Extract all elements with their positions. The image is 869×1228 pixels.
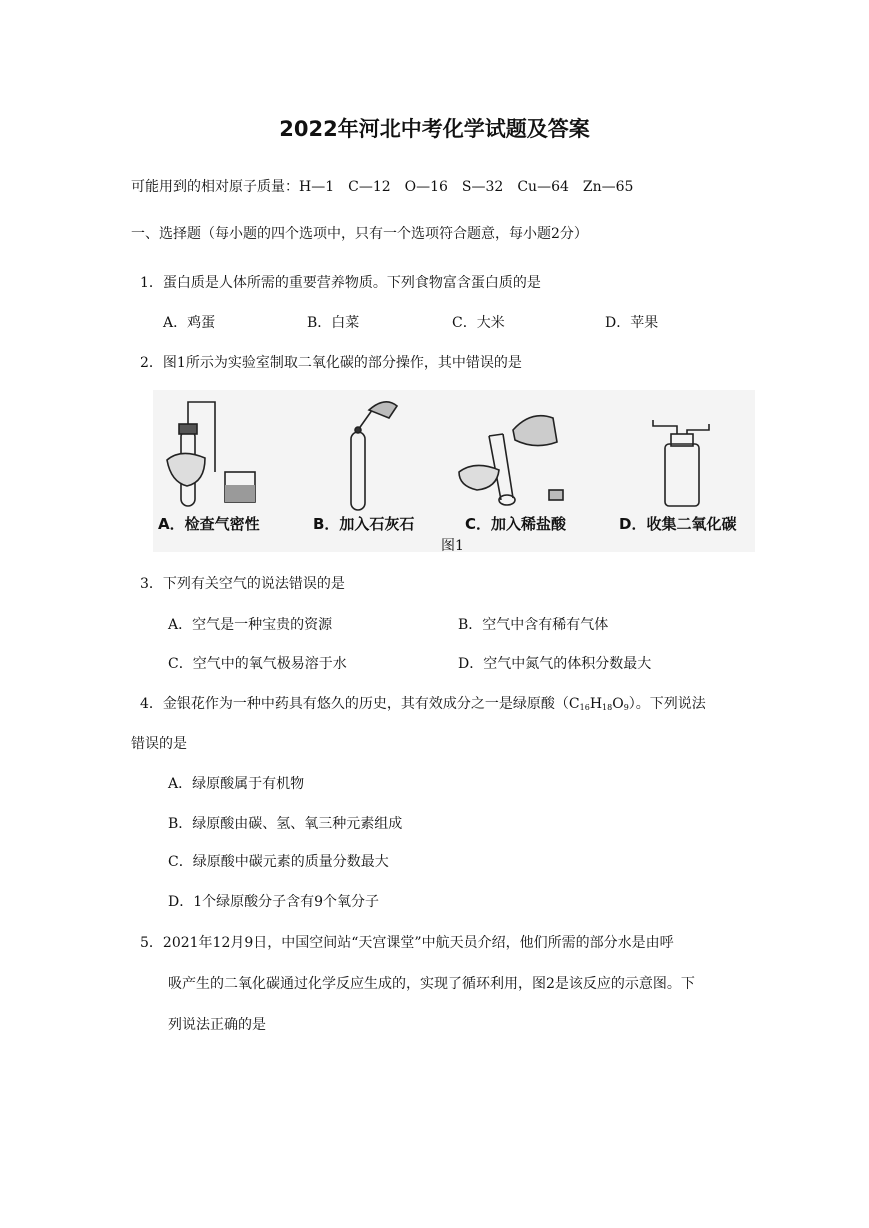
- figure-caption-a-label: A．检查气密性: [158, 515, 260, 533]
- question-4-option-c: C．绿原酸中碳元素的质量分数最大: [168, 854, 389, 870]
- figure-caption-b-label: B．加入石灰石: [313, 515, 415, 533]
- question-1-option-a: A．鸡蛋: [163, 315, 216, 331]
- oxygen-symbol: O: [612, 696, 624, 712]
- question-3-option-d: D．空气中氮气的体积分数最大: [458, 656, 652, 672]
- question-4-stem-line2: 错误的是: [131, 736, 187, 752]
- figure-caption-d-label: D．收集二氧化碳: [619, 515, 737, 533]
- oxygen-subscript: 9: [623, 703, 629, 712]
- question-5-line1: 5．2021年12月9日，中国空间站“天宫课堂”中航天员介绍，他们所需的部分水是由呼: [140, 935, 674, 951]
- question-3-option-c: C．空气中的氧气极易溶于水: [168, 656, 347, 672]
- figure-label: 图1: [441, 538, 464, 554]
- question-2-stem: 2．图1所示为实验室制取二氧化碳的部分操作，其中错误的是: [140, 355, 522, 371]
- carbon-subscript: 16: [579, 703, 590, 712]
- question-4-stem: [140, 695, 706, 717]
- question-3-option-a: A．空气是一种宝贵的资源: [168, 617, 333, 633]
- question-4-option-d: D．1个绿原酸分子含有9个氧分子: [168, 894, 380, 910]
- question-4-option-b: B．绿原酸由碳、氢、氧三种元素组成: [168, 816, 403, 832]
- question-4-option-a: A．绿原酸属于有机物: [168, 776, 305, 792]
- question-3-option-b: B．空气中含有稀有气体: [458, 617, 609, 633]
- question-5-line3: 列说法正确的是: [168, 1017, 266, 1033]
- hydrogen-symbol: H: [589, 696, 603, 712]
- question-1-stem: 1．蛋白质是人体所需的重要营养物质。下列食物富含蛋白质的是: [140, 275, 541, 291]
- atomic-masses-line: 可能用到的相对原子质量：H—1 C—12 O—16 S—32 Cu—64 Zn—65: [131, 179, 634, 195]
- section-heading: 一、选择题（每小题的四个选项中，只有一个选项符合题意，每小题2分）: [131, 226, 588, 242]
- question-1-option-b: B．白菜: [307, 315, 360, 331]
- hydrogen-subscript: 18: [602, 703, 613, 712]
- question-1-option-c: C．大米: [452, 315, 505, 331]
- question-5-line2: 吸产生的二氧化碳通过化学反应生成的，实现了循环利用，图2是该反应的示意图。下: [168, 976, 695, 992]
- question-4-stem-tail: ）。下列说法: [628, 696, 706, 712]
- figure-1: [153, 390, 755, 552]
- question-1-option-d: D．苹果: [605, 315, 659, 331]
- question-3-stem: 3．下列有关空气的说法错误的是: [140, 576, 345, 592]
- question-4-stem-text: 4．金银花作为一种中药具有悠久的历史，其有效成分之一是绿原酸（C: [140, 696, 580, 712]
- figure-caption-c-label: C．加入稀盐酸: [465, 515, 567, 533]
- page-title: 2022年河北中考化学试题及答案: [279, 117, 590, 141]
